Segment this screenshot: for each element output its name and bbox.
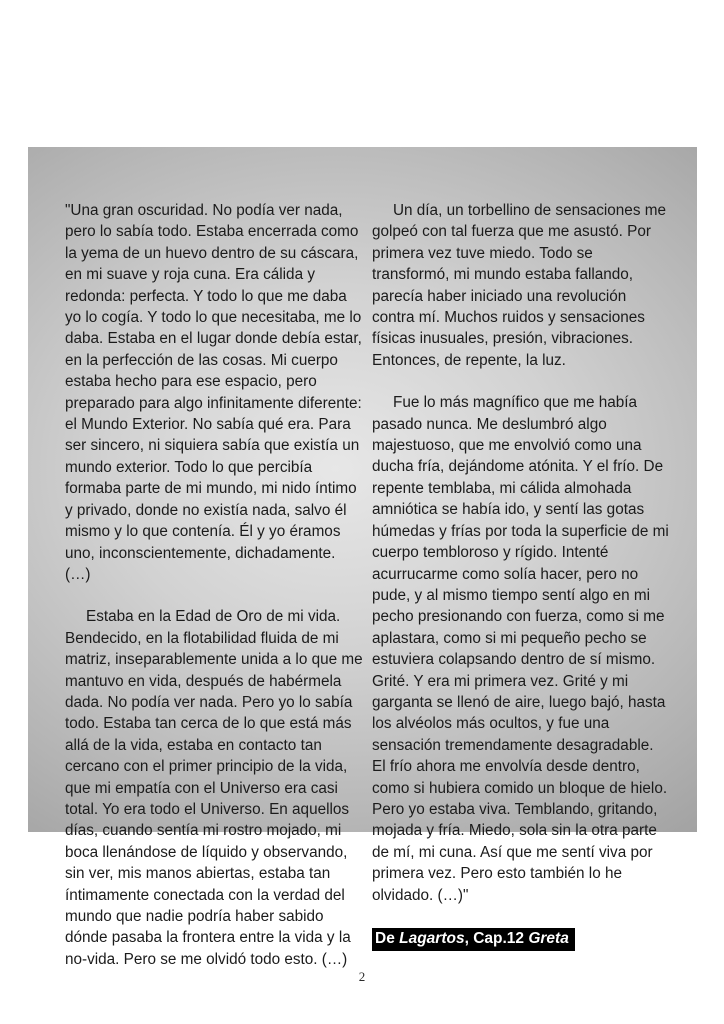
paragraph: "Una gran oscuridad. No podía ver nada, pero lo sabía todo. Estaba encerrada como la yema de un huevo dentro de su cáscara, en mi suave y roja cuna. Era cálida y redonda: perfecta. Y todo lo que me daba yo lo cogía. Y todo lo que necesitaba, me lo daba. Estaba en el lugar donde debía estar, en la perfección de las cosas. Mi cuerpo estaba hecho para ese espacio, pero preparado para algo infinitamente diferente: el Mundo Exterior. No sabía qué era. Para ser sincero, ni siquiera sabía que existía un mundo exterior. Todo lo que percibía formaba parte de mi mundo, mi nido íntimo y privado, donde no existía nada, salvo él mismo y lo que contenía. Él y yo éramos uno, inconscientemente, dichadamente. (…): [65, 202, 362, 583]
citation-work-title: Lagartos: [399, 930, 465, 947]
citation-separator: , Cap.12: [464, 930, 529, 947]
text-column-right: [372, 200, 670, 951]
text-sheet-background: [28, 147, 697, 968]
page-number: 2: [358, 969, 366, 984]
citation-prefix: De: [375, 930, 400, 947]
source-citation-badge: [372, 928, 575, 951]
paragraph: Fue lo más magnífico que me había pasado nunca. Me deslumbró algo majestuoso, que me envolvió como una ducha fría, dejándome atónita. Y el frío. De repente temblaba, mi cálida almohada amniótica se había ido, y sentí las gotas húmedas y frías por toda la superficie de mi cuerpo tembloroso y rígido. Intenté acurrucarme como solía hacer, pero no pude, y al mismo tiempo sentí algo en mi pecho presionando con fuerza, como si me aplastara, como si mi pequeño pecho se estuviera colapsando dentro de sí mismo. Grité. Y era mi primera vez. Grité y mi garganta se llenó de aire, luego bajó, hasta los alvéolos más ocultos, y fue una sensación tremendamente desagradable. El frío ahora me envolvía desde dentro, como si hubiera comido un bloque de hielo. Pero yo estaba viva. Temblando, gritando, mojada y fría. Miedo, sola sin la otra parte de mí, mi cuna. Así que me sentí viva por primera vez. Pero esto también lo he olvidado. (…)": [372, 394, 669, 904]
citation-author: Greta: [528, 930, 569, 947]
paragraph: Un día, un torbellino de sensaciones me golpeó con tal fuerza que me asustó. Por primera vez tuve miedo. Todo se transformó, mi mundo estaba fallando, parecía haber iniciado una revolución contra mí. Muchos ruidos y sensaciones físicas inusuales, presión, vibraciones. Entonces, de repente, la luz.: [372, 202, 666, 369]
paragraph: Estaba en la Edad de Oro de mi vida. Bendecido, en la flotabilidad fluida de mi matriz, inseparablemente unida a lo que me mantuvo en vida, después de habérmela dada. No podía ver nada. Pero yo lo sabía todo. Estaba tan cerca de lo que está más allá de la vida, estaba en contacto tan cercano con el primer principio de la vida, que mi empatía con el Universo era casi total. Yo era todo el Universo. En aquellos días, cuando sentía mi rostro mojado, mi boca llenándose de líquido y observando, sin ver, mis manos abiertas, estaba tan íntimamente conectada con la verdad del mundo que nadie podría haber sabido dónde pasaba la frontera entre la vida y la no-vida. Pero se me olvidó todo esto. (…): [65, 608, 363, 968]
text-column-left: [65, 200, 363, 991]
